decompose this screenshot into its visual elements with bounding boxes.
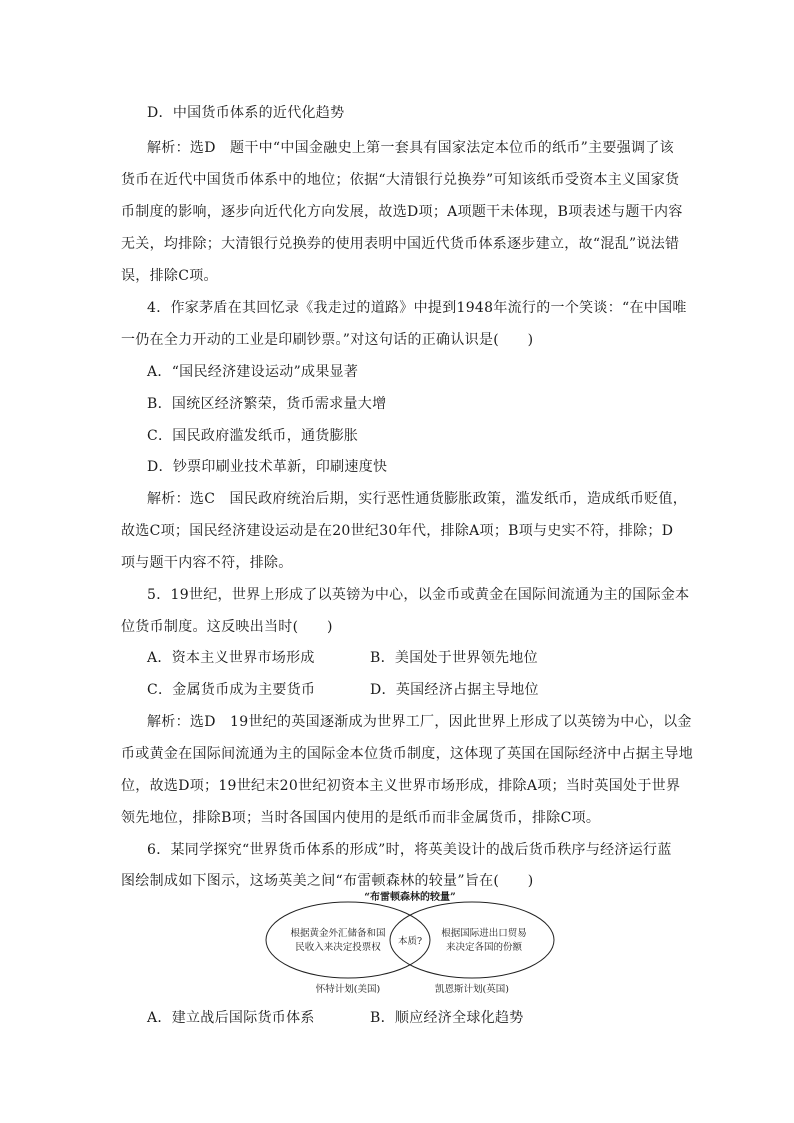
venn-left-label: 怀特计划(美国) [315,984,381,995]
question-5-line-1: 5．19世纪，世界上形成了以英镑为中心，以金币或黄金在国际间流通为主的国际金本 [147,587,690,603]
q5-option-d: D．英国经济占据主导地位 [370,682,539,698]
q4-option-d: D．钞票印刷业技术革新，印刷速度快 [147,459,388,475]
venn-left-text-1: 根据黄金外汇储备和国 [290,928,386,939]
venn-right-text-1: 根据国际进出口贸易 [441,928,527,939]
venn-center-text: 本质? [397,936,423,947]
q5-option-a: A．资本主义世界市场形成 [147,650,315,666]
analysis-q5-line-2: 币或黄金在国际间流通为主的国际金本位货币制度，这体现了英国在国际经济中占据主导地 [121,746,693,762]
analysis-q4-line-3: 项与题干内容不符，排除。 [121,555,293,571]
analysis-q5-line-3: 位，故选D项；19世纪末20世纪初资本主义世界市场形成，排除A项；当时英国处于世界 [121,778,681,794]
venn-diagram-svg [255,880,565,1000]
analysis-q5-line-1: 解析：选D 19世纪的英国逐渐成为世界工厂，因此世界上形成了以英镑为中心，以金 [147,714,692,730]
venn-right-label: 凯恩斯计划(英国) [435,984,509,995]
venn-title: “布雷顿森林的较量” [364,892,456,903]
q6-option-b: B．顺应经济全球化趋势 [370,1010,524,1026]
venn-diagram [255,880,565,1000]
q5-option-b: B．美国处于世界领先地位 [370,650,538,666]
analysis-q3-line-4: 无关，均排除；大清银行兑换券的使用表明中国近代货币体系逐步建立，故“混乱”说法错 [121,236,680,252]
q5-option-c: C．金属货币成为主要货币 [147,682,316,698]
question-4-line-2: 一仍在全力开动的工业是印刷钞票。”对这句话的正确认识是( ) [121,332,534,348]
q6-option-a: A．建立战后国际货币体系 [147,1010,315,1026]
q4-option-c: C．国民政府滥发纸币，通货膨胀 [147,428,359,444]
analysis-q3-line-1: 解析：选D 题干中“中国金融史上第一套具有国家法定本位币的纸币”主要强调了该 [147,140,674,156]
venn-left-text-2: 民收入来决定投票权 [295,942,381,953]
q4-option-b: B．国统区经济繁荣，货币需求量大增 [147,396,387,412]
analysis-q3-line-2: 货币在近代中国货币体系中的地位；依据“大清银行兑换券”可知该纸币受资本主义国家货 [121,172,680,188]
analysis-q3-line-3: 币制度的影响，逐步向近代化方向发展，故选D项；A项题干未体现，B项表述与题干内容 [121,204,683,220]
question-6-line-1: 6．某同学探究“世界货币体系的形成”时，将英美设计的战后货币秩序与经济运行蓝 [147,842,672,858]
question-4-line-1: 4．作家茅盾在其回忆录《我走过的道路》中提到1948年流行的一个笑谈：“在中国唯 [147,300,687,316]
question-5-line-2: 位货币制度。这反映出当时( ) [121,619,333,635]
analysis-q4-line-1: 解析：选C 国民政府统治后期，实行恶性通货膨胀政策，滥发纸币，造成纸币贬值， [147,491,688,507]
analysis-q4-line-2: 故选C项；国民经济建设运动是在20世纪30年代，排除A项；B项与史实不符，排除；D [121,523,674,539]
analysis-q3-line-5: 误，排除C项。 [121,268,218,284]
q4-option-a: A．“国民经济建设运动”成果显著 [147,364,359,380]
analysis-q5-line-4: 领先地位，排除B项；当时各国国内使用的是纸币而非金属货币，排除C项。 [121,810,601,826]
option-d-prev: D．中国货币体系的近代化趋势 [147,105,345,121]
question-6-line-2: 图绘制成如下图示，这场英美之间“布雷顿森林的较量”旨在( ) [121,873,534,889]
venn-right-text-2: 来决定各国的份额 [445,942,523,953]
